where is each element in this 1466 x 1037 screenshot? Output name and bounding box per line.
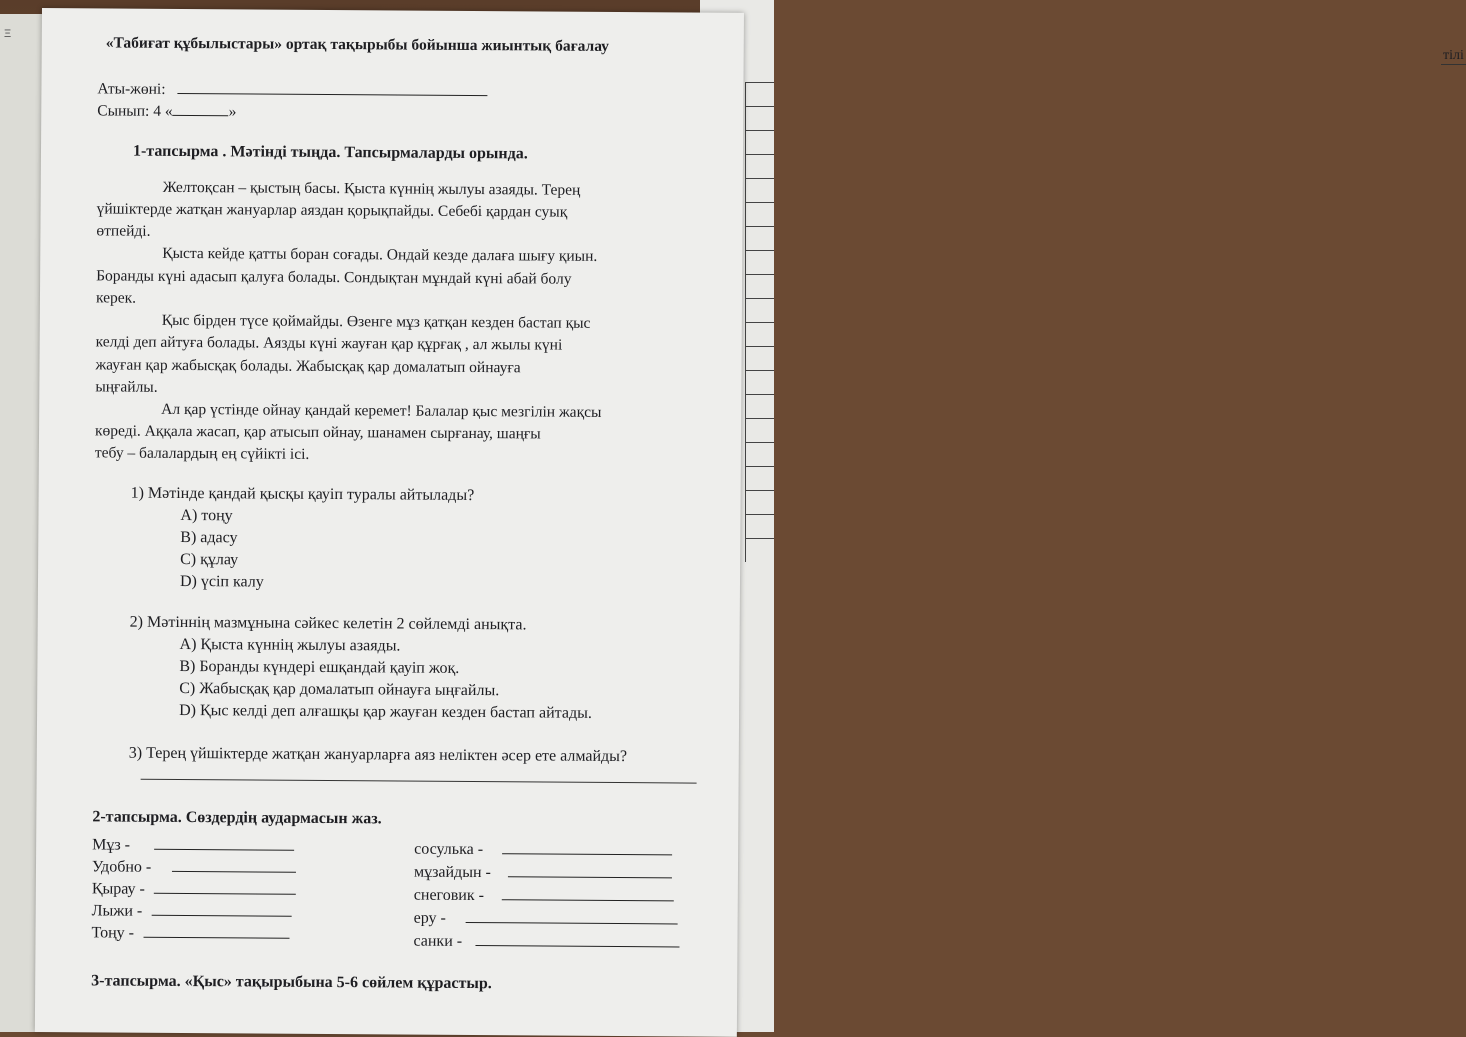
- word-label: еру -: [413, 909, 446, 927]
- name-label: Аты-жөні:: [97, 80, 166, 98]
- word-row: [414, 839, 672, 863]
- word-label: Лыжи -: [91, 902, 143, 920]
- side-label: тілі: [1443, 48, 1464, 63]
- answer-blank[interactable]: [502, 887, 674, 901]
- answer-blank[interactable]: [502, 841, 672, 855]
- word-row: [413, 931, 679, 955]
- text-line: өтпейді.: [96, 222, 151, 240]
- word-label: мұзайдын -: [413, 863, 491, 882]
- q3-answer-line[interactable]: [141, 779, 697, 784]
- word-row: [91, 922, 289, 946]
- text-line: көреді. Аққала жасап, қар атысып ойнау, шанамен сырғанау, шаңғы: [94, 422, 541, 443]
- text-line: Қыста кейде қатты боран соғады. Ондай кезде далаға шығу қиын.: [162, 244, 598, 265]
- task1-heading: 1-тапсырма . Мәтінді тыңда. Тапсырмаларды орында.: [132, 142, 528, 163]
- grid-table: [745, 82, 774, 562]
- text-line: тебу – балалардың ең сүйікті ісі.: [94, 444, 310, 463]
- question-3: 3) Терең үйшіктерде жатқан жануарларға аяз неліктен әсер ете алмайды?: [128, 744, 628, 766]
- task3-heading: 3-тапсырма. «Қыс» тақырыбына 5-6 сөйлем құрастыр.: [91, 972, 492, 993]
- word-row: [92, 900, 292, 924]
- answer-blank[interactable]: [172, 859, 296, 873]
- answer-blank[interactable]: [475, 933, 679, 947]
- answer-blank[interactable]: [154, 881, 296, 895]
- text-line: үйшіктерде жатқан жануарлар аяздан қорықпайды. Себебі қардан суық: [96, 200, 568, 221]
- q1-option-a: A) тоңу: [180, 506, 233, 525]
- text-line: Желтоқсан – қыстың басы. Қыста күннің жылуы азаяды. Терең: [162, 178, 581, 199]
- text-line: келді деп айтуға болады. Аязды күні жауған қар құрғақ , ал жылы күні: [95, 333, 563, 354]
- text-line: Қыс бірден түсе қоймайды. Өзенге мұз қатқан кезден бастап қыс: [161, 311, 591, 332]
- answer-blank[interactable]: [508, 864, 672, 878]
- word-label: сосулька -: [414, 840, 484, 859]
- text-line: ыңғайлы.: [95, 378, 158, 396]
- worksheet-title: «Табиғат құбылыстары» ортақ тақырыбы бойынша жиынтық бағалау: [105, 34, 610, 55]
- q1-option-d: D) үсіп калу: [179, 572, 264, 591]
- word-row: [414, 908, 678, 932]
- word-row: [92, 878, 296, 902]
- q2-option-c: C) Жабысқақ қар домалатып ойнауға ыңғайлы.: [179, 679, 500, 700]
- class-row: [97, 102, 236, 121]
- q2-option-b: B) Боранды күндері ешқандай қауіп жоқ.: [179, 657, 460, 677]
- word-label: снеговик -: [413, 886, 485, 905]
- margin-mark: Ξ: [4, 28, 12, 40]
- word-label: Мұз -: [92, 836, 131, 854]
- answer-blank[interactable]: [466, 910, 678, 924]
- text-line: Боранды күні адасып қалуға болады. Сондықтан мұндай күні абай болу: [96, 267, 572, 288]
- word-label: санки -: [413, 932, 463, 950]
- worksheet-page: [35, 8, 744, 1037]
- q1-option-c: C) құлау: [180, 550, 239, 569]
- q1-option-b: B) адасу: [180, 528, 238, 547]
- class-close: »: [228, 103, 237, 121]
- class-blank[interactable]: [173, 103, 229, 116]
- question-2: 2) Мәтіннің мазмұнына сәйкес келетін 2 сөйлемді анықта.: [129, 613, 527, 634]
- name-row: [97, 80, 487, 101]
- word-label: Қырау -: [91, 880, 145, 898]
- text-line: Ал қар үстінде ойнау қандай керемет! Балалар қыс мезгілін жақсы: [161, 400, 602, 421]
- word-label: Тоңу -: [91, 924, 135, 942]
- answer-blank[interactable]: [154, 837, 294, 851]
- question-1: 1) Мәтінде қандай қысқы қауіп туралы айтылады?: [130, 484, 475, 505]
- class-label: Сынып: 4 «: [97, 102, 173, 120]
- q2-option-d: D) Қыс келді деп алғашқы қар жауған кезден бастап айтады.: [179, 701, 592, 722]
- word-label: Удобно -: [91, 858, 152, 876]
- answer-blank[interactable]: [152, 903, 292, 917]
- answer-blank[interactable]: [144, 925, 290, 939]
- word-row: [92, 834, 294, 858]
- name-blank[interactable]: [177, 81, 487, 96]
- text-line: керек.: [95, 289, 137, 307]
- q2-option-a: A) Қыста күннің жылуы азаяды.: [179, 635, 401, 655]
- text-line: жауған қар жабысқақ болады. Жабысқақ қар домалатып ойнауға: [95, 356, 521, 377]
- word-row: [92, 856, 296, 880]
- word-row: [414, 885, 674, 909]
- word-row: [414, 862, 672, 886]
- task2-heading: 2-тапсырма. Сөздердің аудармасын жаз.: [92, 808, 382, 828]
